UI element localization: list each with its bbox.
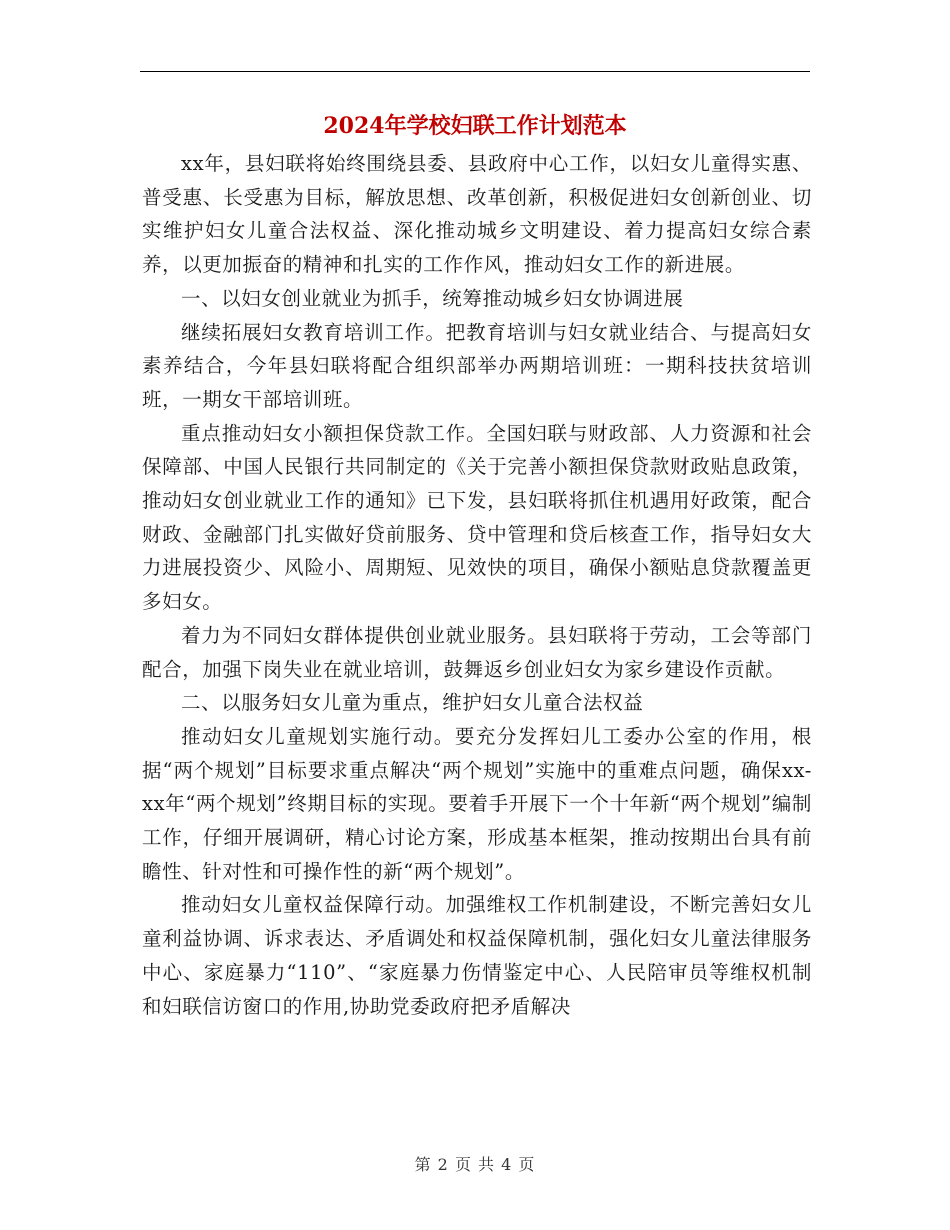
document-title: 2024年学校妇联工作计划范本 [323,113,627,139]
header-rule [140,71,810,72]
document-body [142,147,812,1023]
body-paragraph: 继续拓展妇女教育培训工作。把教育培训与妇女就业结合、与提高妇女素养结合，今年县妇联将配合组织部举办两期培训班：一期科技扶贫培训班，一期女干部培训班。 [142,320,812,411]
body-paragraph: xx年，县妇联将始终围绕县委、县政府中心工作，以妇女儿童得实惠、普受惠、长受惠为目标，解放思想、改革创新，积极促进妇女创新创业、切实维护妇女儿童合法权益、深化推动城乡文明建设、着力提高妇女综合素养，以更加振奋的精神和扎实的工作作风，推动妇女工作的新进展。 [142,152,812,277]
body-paragraph: 重点推动妇女小额担保贷款工作。全国妇联与财政部、人力资源和社会保障部、中国人民银行共同制定的《关于完善小额担保贷款财政贴息政策，推动妇女创业就业工作的通知》已下发，县妇联将抓住机遇用好政策，配合财政、金融部门扎实做好贷前服务、贷中管理和贷后核查工作，指导妇女大力进展投资少、风险小、周期短、见效快的项目，确保小额贴息贷款覆盖更多妇女。 [142,421,812,614]
body-paragraph: 推动妇女儿童规划实施行动。要充分发挥妇儿工委办公室的作用，根据“两个规划”目标要求重点解决“两个规划”实施中的重难点问题，确保xx-xx年“两个规划”终期目标的实现。要着手开展下一个十年新“两个规划”编制工作，仔细开展调研，精心讨论方案，形成基本框架，推动按期出台具有前瞻性、针对性和可操作性的新“两个规划”。 [142,724,812,883]
section-heading: 一、以妇女创业就业为抓手，统筹推动城乡妇女协调进展 [181,286,684,310]
body-paragraph: 着力为不同妇女群体提供创业就业服务。县妇联将于劳动，工会等部门配合，加强下岗失业在就业培训，鼓舞返乡创业妇女为家乡建设作贡献。 [142,623,812,681]
page-number-footer: 第 2 页 共 4 页 [414,1155,536,1174]
body-paragraph: 推动妇女儿童权益保障行动。加强维权工作机制建设，不断完善妇女儿童利益协调、诉求表达、矛盾调处和权益保障机制，强化妇女儿童法律服务中心、家庭暴力“110”、“家庭暴力伤情鉴定中心、人民陪审员等维权机制和妇联信访窗口的作用,协助党委政府把矛盾解决 [142,893,812,1018]
section-heading: 二、以服务妇女儿童为重点，维护妇女儿童合法权益 [181,691,644,715]
